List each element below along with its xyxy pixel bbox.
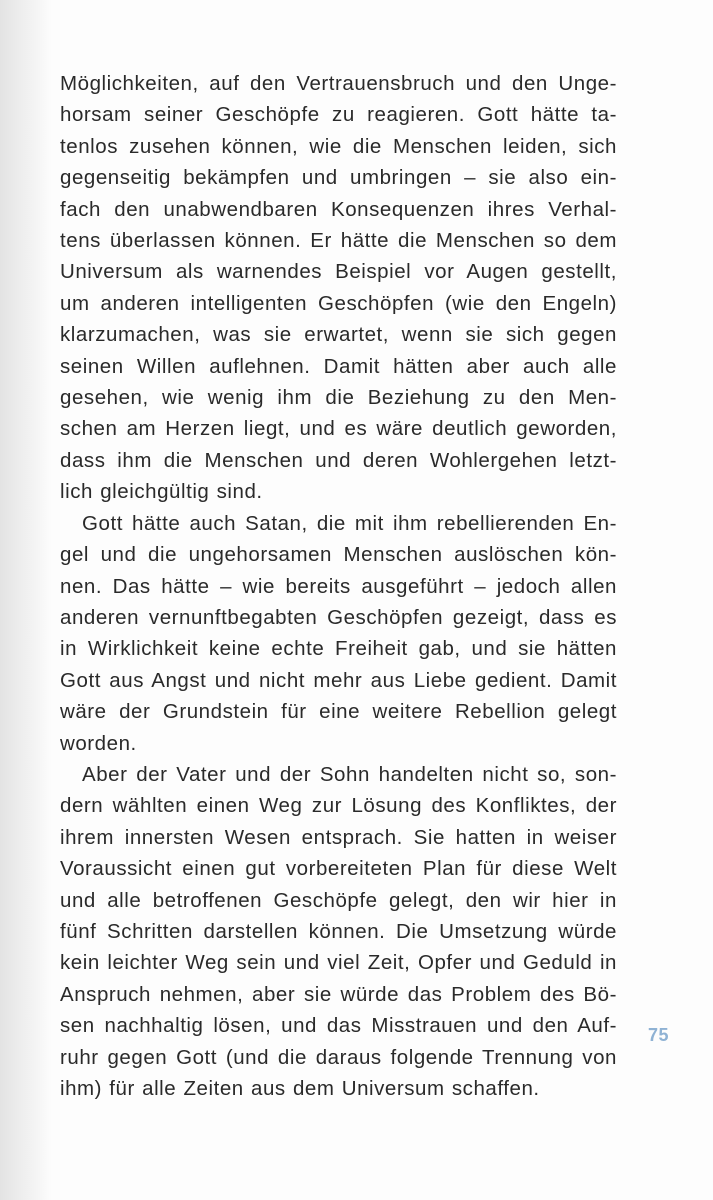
text-line: klarzumachen, was sie erwartet, wenn sie sich gegen — [60, 323, 617, 347]
paragraph-3 — [60, 759, 617, 1104]
text-line: um anderen intelligenten Geschöpfen (wie den Engeln) — [60, 291, 617, 315]
text-line: anderen vernunftbegabten Geschöpfen gezeigt, dass es — [60, 605, 617, 629]
text-line: fach den unabwendbaren Konsequenzen ihres Verhal- — [60, 197, 617, 221]
text-line: ihrem innersten Wesen entsprach. Sie hatten in weiser — [60, 825, 617, 849]
text-line: gegenseitig bekämpfen und umbringen – sie also ein- — [60, 166, 617, 190]
text-line: Aber der Vater und der Sohn handelten nicht so, son- — [82, 762, 617, 786]
text-line: worden. — [60, 731, 137, 755]
binding-shadow — [0, 0, 52, 1200]
text-line: nen. Das hätte – wie bereits ausgeführt – jedoch allen — [60, 574, 617, 598]
text-line: tenlos zusehen können, wie die Menschen leiden, sich — [60, 134, 617, 158]
text-line: horsam seiner Geschöpfe zu reagieren. Gott hätte ta- — [60, 103, 617, 127]
text-line: ruhr gegen Gott (und die daraus folgende Trennung von — [60, 1045, 617, 1069]
text-line: dass ihm die Menschen und deren Wohlergehen letzt- — [60, 448, 617, 472]
text-line: tens überlassen können. Er hätte die Menschen so dem — [60, 229, 617, 253]
text-line: Möglichkeiten, auf den Vertrauensbruch und den Unge- — [60, 72, 617, 95]
text-line: gel und die ungehorsamen Menschen auslöschen kön- — [60, 543, 617, 567]
text-line: dern wählten einen Weg zur Lösung des Konfliktes, der — [60, 794, 617, 818]
text-line: lich gleichgültig sind. — [60, 480, 263, 504]
text-line: Gott hätte auch Satan, die mit ihm rebellierenden En- — [82, 511, 617, 535]
text-line: Universum als warnendes Beispiel vor Augen gestellt, — [60, 260, 617, 284]
text-line: Voraussicht einen gut vorbereiteten Plan für diese Welt — [60, 857, 617, 881]
paragraph-1 — [60, 68, 617, 508]
text-line: Anspruch nehmen, aber sie würde das Problem des Bö- — [60, 982, 617, 1006]
text-line: seinen Willen auflehnen. Damit hätten aber auch alle — [60, 354, 617, 378]
text-line: Gott aus Angst und nicht mehr aus Liebe gedient. Damit — [60, 668, 617, 692]
paragraph-2 — [60, 508, 617, 759]
text-line: fünf Schritten darstellen können. Die Umsetzung würde — [60, 919, 617, 943]
text-line: sen nachhaltig lösen, und das Misstrauen und den Auf- — [60, 1014, 617, 1038]
body-text — [60, 68, 617, 1104]
text-line: ihm) für alle Zeiten aus dem Universum schaffen. — [60, 1077, 540, 1100]
text-line: schen am Herzen liegt, und es wäre deutlich geworden, — [60, 417, 617, 441]
text-line: kein leichter Weg sein und viel Zeit, Opfer und Geduld in — [60, 951, 617, 975]
page-number: 75 — [648, 1025, 670, 1045]
text-line: in Wirklichkeit keine echte Freiheit gab, und sie hätten — [60, 637, 617, 661]
text-line: wäre der Grundstein für eine weitere Rebellion gelegt — [60, 700, 617, 724]
text-line: gesehen, wie wenig ihm die Beziehung zu den Men- — [60, 386, 617, 410]
text-line: und alle betroffenen Geschöpfe gelegt, den wir hier in — [60, 888, 617, 912]
